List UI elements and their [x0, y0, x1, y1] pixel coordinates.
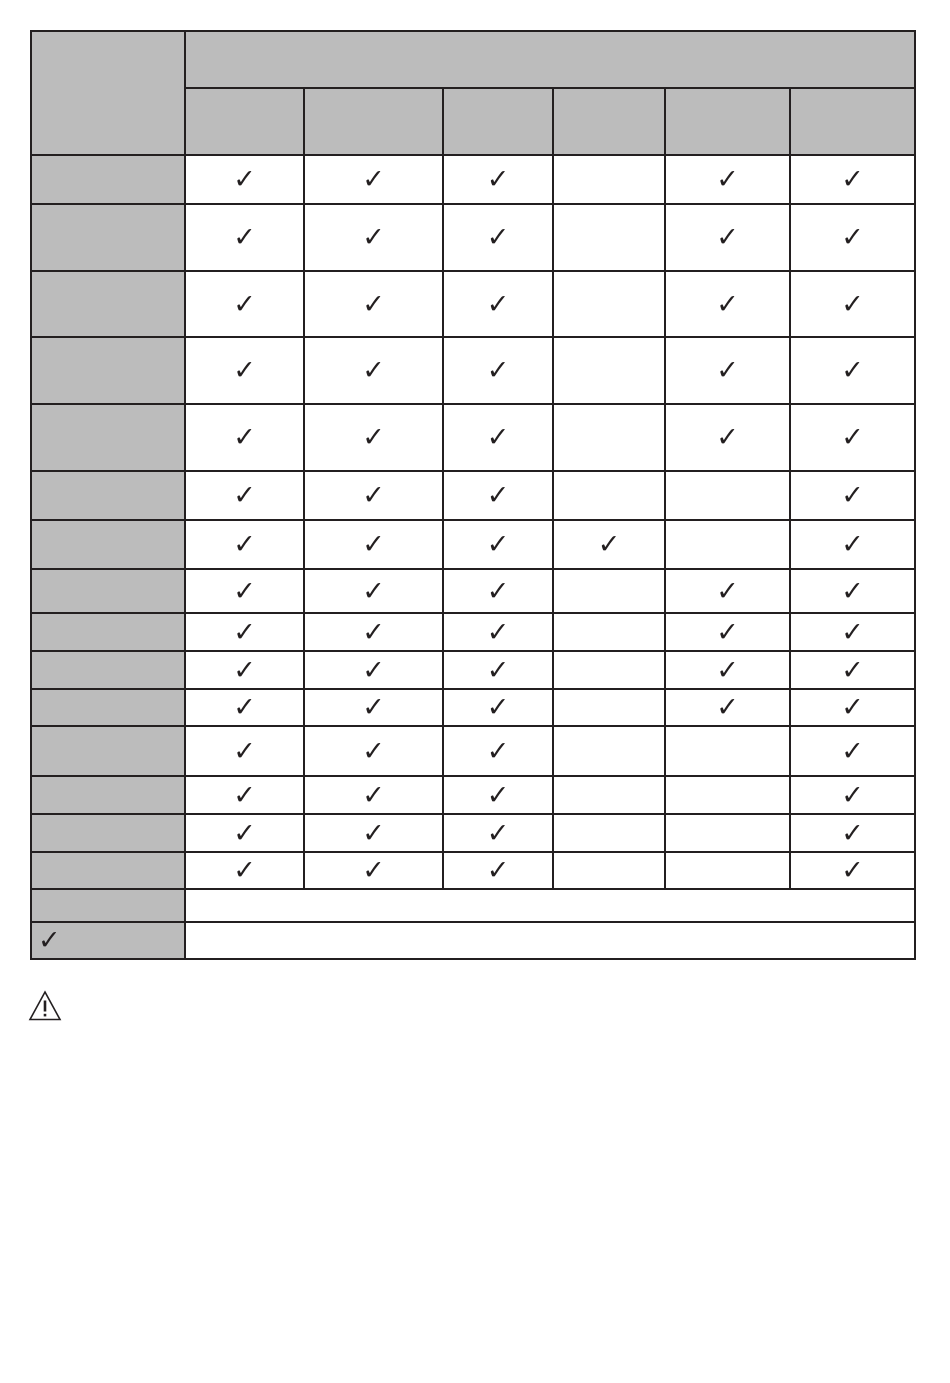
table-cell: [185, 520, 304, 569]
row-label: [31, 613, 185, 651]
table-cell: [443, 814, 553, 852]
table-cell: [304, 155, 443, 204]
checkmark-icon: ✓: [233, 164, 256, 195]
table-cell: [665, 520, 790, 569]
table-cell: [790, 404, 915, 471]
table-cell: [553, 471, 665, 520]
checkmark-icon: ✓: [841, 575, 864, 607]
table-cell: [553, 404, 665, 471]
table-cell: [553, 689, 665, 726]
table-cell: [443, 689, 553, 726]
table-cell: [443, 651, 553, 689]
table-cell: [185, 651, 304, 689]
table-row: [31, 726, 915, 776]
checkmark-icon: ✓: [841, 817, 864, 849]
table-cell: [304, 613, 443, 651]
table-cell: [553, 569, 665, 613]
checkmark-icon: ✓: [233, 817, 256, 849]
legend-row: [31, 922, 915, 959]
table-cell: [185, 776, 304, 814]
table-cell: [553, 204, 665, 271]
checkmark-icon: ✓: [841, 779, 864, 811]
table-row: [31, 569, 915, 613]
table-cell: [790, 776, 915, 814]
column-header-4: [553, 88, 665, 155]
checkmark-icon: ✓: [841, 355, 864, 386]
table-cell: [304, 204, 443, 271]
table-cell: [304, 471, 443, 520]
checkmark-icon: ✓: [233, 575, 256, 607]
table-cell: [665, 569, 790, 613]
legend-text: [185, 889, 915, 922]
checkmark-icon: ✓: [716, 654, 739, 686]
table-cell: [304, 814, 443, 852]
row-label: [31, 776, 185, 814]
table-row: [31, 204, 915, 271]
table-cell: [790, 520, 915, 569]
table-cell: [790, 204, 915, 271]
table-row: [31, 689, 915, 726]
corner-header-cell: [31, 31, 185, 155]
table-cell: [665, 689, 790, 726]
table-cell: [665, 776, 790, 814]
column-header-3: [443, 88, 553, 155]
table-cell: [304, 726, 443, 776]
checkmark-icon: ✓: [362, 575, 385, 607]
table-cell: [790, 689, 915, 726]
checkmark-icon: ✓: [233, 480, 256, 511]
table-cell: [185, 569, 304, 613]
checkmark-icon: ✓: [362, 422, 385, 453]
row-label: [31, 852, 185, 889]
table-cell: [553, 852, 665, 889]
checkmark-icon: ✓: [362, 735, 385, 767]
legend-row: [31, 889, 915, 922]
checkmark-icon: ✓: [362, 355, 385, 386]
table-cell: [665, 471, 790, 520]
table-cell: [185, 852, 304, 889]
checkmark-icon: ✓: [716, 355, 739, 386]
table-cell: [665, 651, 790, 689]
column-header-2: [304, 88, 443, 155]
table-cell: [304, 651, 443, 689]
warning-icon: [28, 990, 62, 1022]
table-cell: [553, 651, 665, 689]
table-cell: [443, 569, 553, 613]
table-cell: [665, 726, 790, 776]
column-header-6: [790, 88, 915, 155]
table-cell: [553, 726, 665, 776]
table-cell: [790, 613, 915, 651]
checkmark-icon: ✓: [362, 817, 385, 849]
table-row: [31, 613, 915, 651]
checkmark-icon: ✓: [716, 692, 739, 723]
table-cell: [443, 404, 553, 471]
row-label: [31, 471, 185, 520]
table-cell: [304, 520, 443, 569]
table-cell: [553, 271, 665, 337]
table-cell: [665, 613, 790, 651]
table-cell: [790, 271, 915, 337]
table-cell: [665, 337, 790, 404]
legend-symbol-cell: [31, 922, 185, 959]
table-cell: [185, 204, 304, 271]
checkmark-icon: ✓: [841, 616, 864, 648]
checkmark-icon: ✓: [716, 422, 739, 453]
checkmark-icon: ✓: [233, 735, 256, 767]
table-cell: [553, 613, 665, 651]
checkmark-icon: ✓: [716, 164, 739, 195]
checkmark-icon: ✓: [841, 529, 864, 560]
checkmark-icon: ✓: [841, 164, 864, 195]
checkmark-icon: ✓: [233, 355, 256, 386]
table-cell: [443, 852, 553, 889]
table-cell: [304, 689, 443, 726]
table-cell: [665, 852, 790, 889]
row-label: [31, 569, 185, 613]
table-cell: [790, 471, 915, 520]
table-row: [31, 337, 915, 404]
column-header-1: [185, 88, 304, 155]
table-cell: [304, 271, 443, 337]
table-row: [31, 471, 915, 520]
table-cell: [790, 651, 915, 689]
row-label: [31, 726, 185, 776]
checkmark-icon: ✓: [486, 480, 510, 511]
table-row: [31, 776, 915, 814]
table-cell: [185, 337, 304, 404]
table-cell: [553, 337, 665, 404]
table-cell: [185, 814, 304, 852]
table-cell: [790, 155, 915, 204]
legend-label: [31, 889, 185, 922]
table-row: [31, 651, 915, 689]
table-cell: [553, 776, 665, 814]
table-cell: [665, 271, 790, 337]
checkmark-icon: ✓: [486, 735, 510, 767]
checkmark-icon: ✓: [233, 855, 256, 886]
compatibility-table: [30, 30, 916, 960]
row-label: [31, 814, 185, 852]
checkmark-icon: ✓: [233, 692, 256, 723]
table-cell: [553, 520, 665, 569]
checkmark-icon: ✓: [233, 654, 256, 686]
checkmark-icon: ✓: [362, 164, 385, 195]
table-cell: [185, 689, 304, 726]
table-cell: [665, 404, 790, 471]
checkmark-icon: ✓: [362, 855, 385, 886]
table-cell: [553, 155, 665, 204]
table-cell: [443, 613, 553, 651]
checkmark-icon: ✓: [362, 529, 385, 560]
table-cell: [304, 404, 443, 471]
table-row: [31, 404, 915, 471]
checkmark-icon: ✓: [362, 222, 385, 253]
table-cell: [553, 814, 665, 852]
table-cell: [790, 726, 915, 776]
checkmark-icon: ✓: [716, 222, 739, 253]
checkmark-icon: ✓: [486, 422, 510, 453]
row-label: [31, 271, 185, 337]
checkmark-icon: ✓: [233, 779, 256, 811]
checkmark-icon: ✓: [362, 654, 385, 686]
checkmark-icon: ✓: [841, 735, 864, 767]
row-label: [31, 651, 185, 689]
checkmark-icon: ✓: [716, 616, 739, 648]
column-header-5: [665, 88, 790, 155]
checkmark-icon: ✓: [486, 288, 510, 320]
checkmark-icon: ✓: [486, 222, 510, 253]
checkmark-icon: ✓: [362, 480, 385, 511]
table-cell: [443, 155, 553, 204]
checkmark-icon: ✓: [362, 288, 385, 320]
table-cell: [443, 726, 553, 776]
table-cell: [304, 337, 443, 404]
table-cell: [185, 155, 304, 204]
table-row: [31, 271, 915, 337]
table-row: [31, 155, 915, 204]
checkmark-icon: ✓: [233, 222, 256, 253]
table-cell: [665, 155, 790, 204]
group-header-cell: [185, 31, 915, 88]
checkmark-icon: ✓: [38, 925, 61, 956]
checkmark-icon: ✓: [486, 616, 510, 648]
table-cell: [665, 204, 790, 271]
table-cell: [443, 204, 553, 271]
checkmark-icon: ✓: [233, 529, 256, 560]
checkmark-icon: ✓: [841, 222, 864, 253]
table-row: [31, 520, 915, 569]
checkmark-icon: ✓: [486, 355, 510, 386]
table-row: [31, 814, 915, 852]
table-cell: [304, 852, 443, 889]
table-cell: [443, 776, 553, 814]
checkmark-icon: ✓: [233, 616, 256, 648]
checkmark-icon: ✓: [841, 288, 864, 320]
checkmark-icon: ✓: [716, 575, 739, 607]
checkmark-icon: ✓: [486, 692, 510, 723]
checkmark-icon: ✓: [841, 654, 864, 686]
table-cell: [443, 271, 553, 337]
table-cell: [665, 814, 790, 852]
legend-text: [185, 922, 915, 959]
table-cell: [443, 337, 553, 404]
checkmark-icon: ✓: [362, 692, 385, 723]
row-label: [31, 337, 185, 404]
checkmark-icon: ✓: [486, 817, 510, 849]
checkmark-icon: ✓: [233, 288, 256, 320]
table-cell: [790, 569, 915, 613]
checkmark-icon: ✓: [486, 855, 510, 886]
row-label: [31, 520, 185, 569]
table-cell: [790, 814, 915, 852]
table-cell: [185, 471, 304, 520]
checkmark-icon: ✓: [486, 164, 510, 195]
table-cell: [185, 404, 304, 471]
checkmark-icon: ✓: [841, 480, 864, 511]
checkmark-icon: ✓: [486, 575, 510, 607]
checkmark-icon: ✓: [716, 288, 739, 320]
table-cell: [185, 613, 304, 651]
table-cell: [443, 471, 553, 520]
checkmark-icon: ✓: [362, 779, 385, 811]
table-cell: [304, 776, 443, 814]
checkmark-icon: ✓: [486, 529, 510, 560]
table-cell: [790, 852, 915, 889]
table-cell: [185, 726, 304, 776]
checkmark-icon: ✓: [486, 654, 510, 686]
row-label: [31, 689, 185, 726]
checkmark-icon: ✓: [233, 422, 256, 453]
table-cell: [304, 569, 443, 613]
table-cell: [790, 337, 915, 404]
checkmark-icon: ✓: [597, 529, 621, 560]
row-label: [31, 155, 185, 204]
checkmark-icon: ✓: [841, 855, 864, 886]
checkmark-icon: ✓: [841, 692, 864, 723]
row-label: [31, 404, 185, 471]
table-cell: [443, 520, 553, 569]
checkmark-icon: ✓: [486, 779, 510, 811]
checkmark-icon: ✓: [362, 616, 385, 648]
table-cell: [185, 271, 304, 337]
table-row: [31, 852, 915, 889]
checkmark-icon: ✓: [841, 422, 864, 453]
row-label: [31, 204, 185, 271]
